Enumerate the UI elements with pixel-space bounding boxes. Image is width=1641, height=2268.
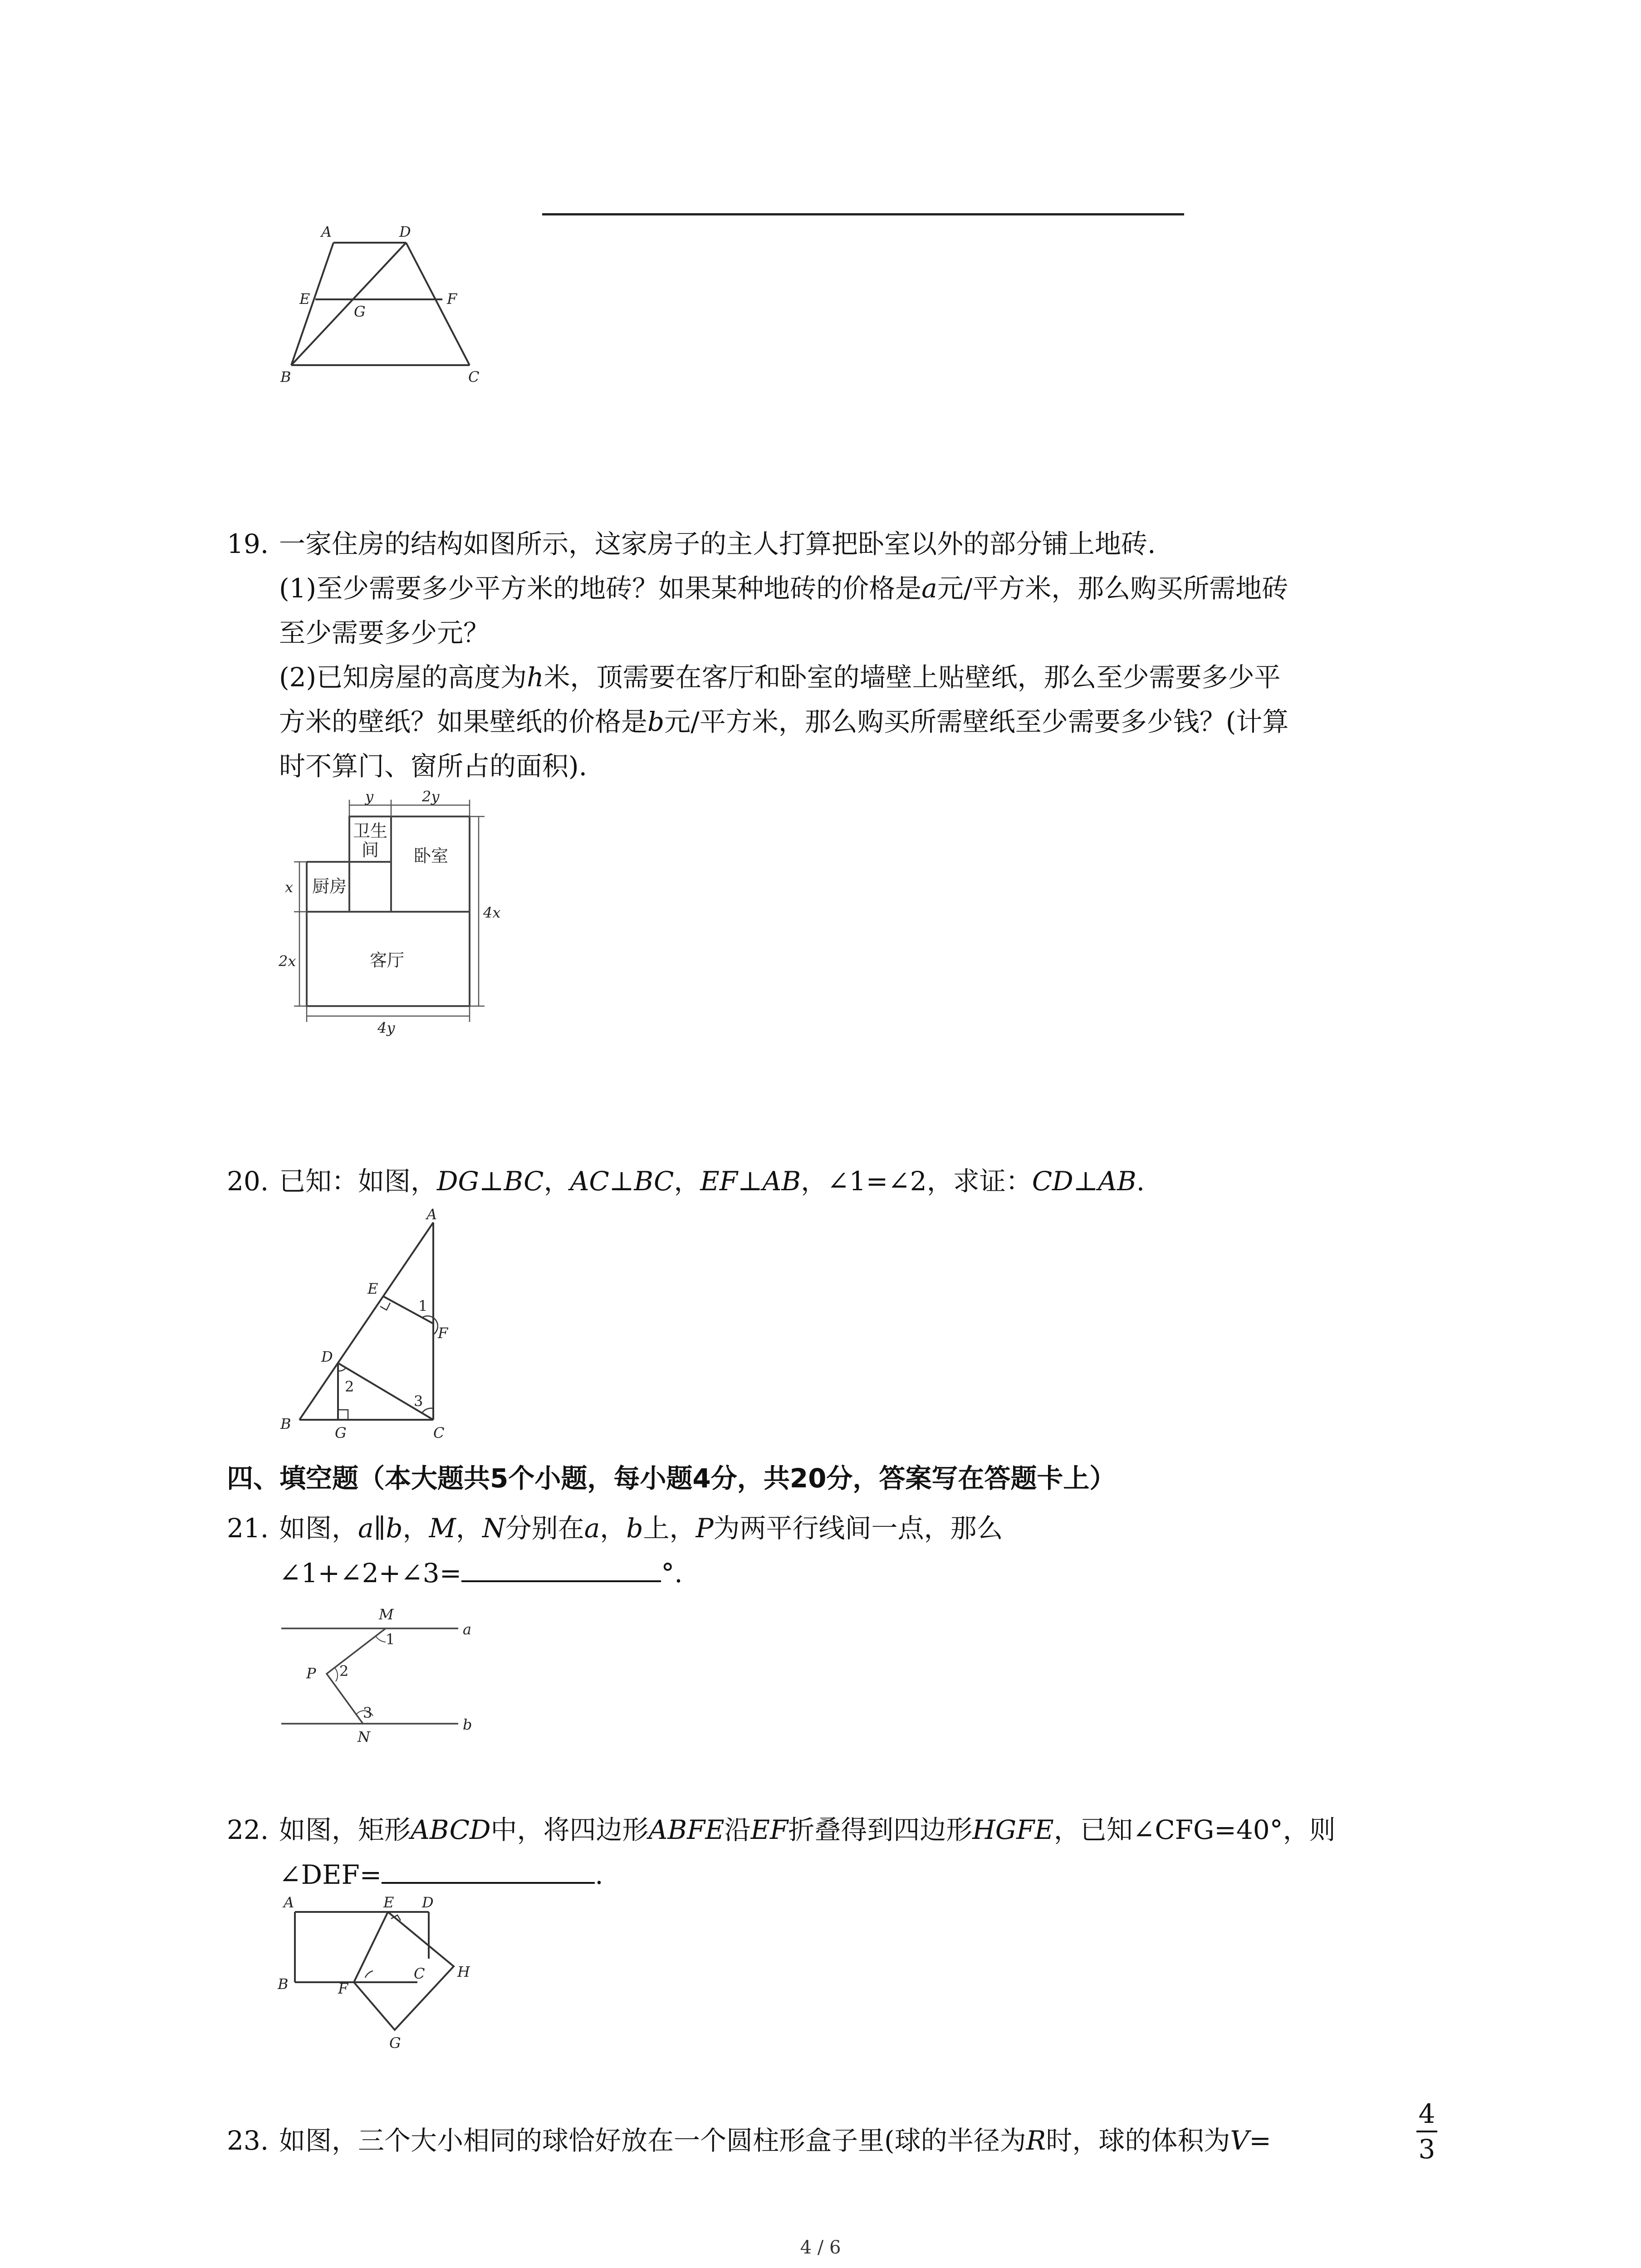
- q22-cfg: ∠CFG=40°: [1132, 1814, 1283, 1845]
- q19-p1-var: a: [921, 573, 937, 604]
- q20-label-2: 2: [345, 1378, 354, 1395]
- q20-end: .: [1136, 1166, 1145, 1197]
- q21-parallel-lines-figure: [272, 1599, 508, 1744]
- q19-room-bath-2: 间: [362, 840, 379, 860]
- q22-label-e: E: [383, 1894, 394, 1911]
- q20-t3: BC: [504, 1166, 544, 1197]
- q23-r: R: [1026, 2125, 1046, 2156]
- q22-f: ，则: [1283, 1814, 1336, 1845]
- q20-t2: ⊥: [479, 1166, 504, 1197]
- q21-line1: [279, 1506, 1003, 1550]
- q21-ab: a∥b: [358, 1513, 403, 1544]
- q23-line1: [279, 2118, 1271, 2163]
- q19-p2-b: 米，顶需要在客厅和卧室的墙壁上贴壁纸，那么至少需要多少平: [544, 662, 1281, 693]
- q20-t13: AB: [1098, 1166, 1136, 1197]
- q20-triangle-figure: [272, 1202, 463, 1456]
- q20-text-b: ，求证：: [926, 1166, 1032, 1197]
- q20-t12: ⊥: [1073, 1166, 1098, 1197]
- q19-dim-x: x: [285, 879, 294, 896]
- q19-dim-y: y: [365, 788, 374, 805]
- q19-room-living: 客厅: [370, 950, 405, 970]
- q22-e: ，已知: [1053, 1814, 1133, 1845]
- q19-part1-line1: [279, 566, 1288, 611]
- q20-label-c: C: [433, 1424, 445, 1442]
- q22-abcd: ABCD: [411, 1814, 491, 1845]
- q20-text-a: 已知：如图，: [279, 1166, 437, 1197]
- q21-line2-b: °.: [661, 1558, 683, 1589]
- q19-p2-d: 元/平方米，那么购买所需壁纸至少需要多少钱？(计算: [664, 706, 1289, 737]
- q22-b: 中，将四边形: [490, 1814, 649, 1845]
- q22-label-c: C: [414, 1965, 425, 1982]
- q19-dim-4x: 4x: [483, 904, 501, 921]
- q20-number: 20.: [227, 1166, 269, 1197]
- q20-t1: DG: [437, 1166, 479, 1197]
- q21-label-3: 3: [363, 1704, 372, 1721]
- q19-p1-b: 元/平方米，那么购买所需地砖: [937, 573, 1288, 604]
- q18-label-b: B: [280, 368, 291, 386]
- q20-label-e: E: [367, 1280, 378, 1297]
- q21-number: 21.: [227, 1513, 269, 1544]
- q21-n: N: [482, 1513, 505, 1544]
- q18-label-a: A: [321, 223, 332, 240]
- q20-label-b: B: [280, 1415, 291, 1432]
- q22-folded-rectangle-figure: [272, 1892, 508, 2059]
- q22-ef: EF: [750, 1814, 789, 1845]
- q22-line2: [279, 1852, 603, 1897]
- q19-part2-line3: 时不算门、窗所占的面积).: [279, 751, 588, 782]
- q23-fraction: [1416, 2098, 1437, 2165]
- q21-label-n: N: [358, 1728, 370, 1745]
- q18-label-g: G: [354, 303, 366, 320]
- section-4-heading: 四、填空题（本大题共5个小题，每小题4分，共20分，答案写在答题卡上）: [227, 1463, 1116, 1494]
- q21-label-b: b: [463, 1716, 472, 1733]
- q20-label-1: 1: [418, 1297, 428, 1315]
- q19-dim-2y: 2y: [422, 788, 440, 805]
- q19-p2-var: h: [527, 662, 544, 693]
- q20-t8: ⊥: [738, 1166, 763, 1197]
- q19-dim-2x: 2x: [279, 953, 296, 970]
- q21-g: 为两平行线间一点，那么: [713, 1513, 1003, 1544]
- q18-trapezoid-figure: [272, 218, 508, 399]
- q18-label-e: E: [299, 290, 310, 308]
- q23-fraction-numerator: 4: [1418, 2098, 1435, 2129]
- q20-stem: [279, 1159, 1145, 1203]
- q20-sep2: ，: [674, 1166, 700, 1197]
- q23-fraction-denominator: 3: [1418, 2134, 1435, 2165]
- q19-p2-var2: b: [647, 706, 665, 737]
- q20-t9: AB: [762, 1166, 801, 1197]
- q21-line2: [279, 1550, 683, 1595]
- q23-v: V=: [1230, 2125, 1271, 2156]
- q21-e: ，: [600, 1513, 627, 1544]
- q22-number: 22.: [227, 1814, 269, 1845]
- q19-room-kitchen: 厨房: [312, 876, 347, 896]
- q22-hgfe: HGFE: [972, 1814, 1054, 1845]
- q22-c: 沿: [724, 1814, 751, 1845]
- q22-line2-b: .: [595, 1859, 603, 1890]
- q20-t6: BC: [634, 1166, 674, 1197]
- q23-number: 23.: [227, 2125, 269, 2156]
- q19-room-bath-1: 卫生: [353, 821, 388, 841]
- q23-a: 如图，三个大小相同的球恰好放在一个圆柱形盒子里(球的半径为: [279, 2125, 1026, 2156]
- q22-abfe: ABFE: [648, 1814, 725, 1845]
- q20-label-d: D: [321, 1348, 333, 1365]
- q22-label-d: D: [422, 1894, 434, 1911]
- q18-label-f: F: [447, 290, 457, 308]
- q21-f: 上，: [643, 1513, 696, 1544]
- q19-p1-a: (1)至少需要多少平方米的地砖？如果某种地砖的价格是: [279, 573, 922, 604]
- q21-a: 如图，: [279, 1513, 358, 1544]
- q19-number: 19.: [227, 528, 269, 559]
- q21-vb: b: [626, 1513, 643, 1544]
- q21-label-p: P: [306, 1665, 316, 1682]
- q19-room-bedroom: 卧室: [414, 846, 449, 866]
- q19-p2-c: 方米的壁纸？如果壁纸的价格是: [279, 706, 648, 737]
- q21-answer-blank[interactable]: [461, 1550, 661, 1582]
- q21-label-m: M: [379, 1606, 394, 1623]
- q20-label-f: F: [438, 1325, 448, 1342]
- q21-c: ，: [456, 1513, 482, 1544]
- q20-sep1: ，: [544, 1166, 570, 1197]
- q21-va: a: [584, 1513, 600, 1544]
- q19-dim-4y: 4y: [377, 1019, 395, 1036]
- q20-label-3: 3: [414, 1393, 423, 1410]
- answer-blank-line: [542, 213, 1184, 215]
- q20-t7: EF: [700, 1166, 738, 1197]
- q21-b: ，: [402, 1513, 429, 1544]
- q20-sep3: ，: [801, 1166, 828, 1197]
- q20-label-g: G: [335, 1424, 347, 1442]
- q20-t10: ∠1=∠2: [827, 1166, 927, 1197]
- q21-label-1: 1: [386, 1631, 395, 1648]
- q19-part2-line2: [279, 699, 1288, 744]
- q19-stem: 一家住房的结构如图所示，这家房子的主人打算把卧室以外的部分铺上地砖.: [279, 528, 1156, 559]
- q20-label-a: A: [426, 1206, 437, 1223]
- q22-label-h: H: [457, 1963, 470, 1980]
- q21-m: M: [429, 1513, 456, 1544]
- q18-label-c: C: [468, 368, 480, 386]
- q21-p: P: [696, 1513, 714, 1544]
- q21-d: 分别在: [505, 1513, 584, 1544]
- q21-label-a: a: [463, 1621, 472, 1638]
- q19-part1-line2: 至少需要多少元？: [279, 617, 490, 648]
- page-number: 4 / 6: [800, 2237, 841, 2258]
- q22-label-f: F: [338, 1980, 348, 1997]
- q19-floor-plan-figure: [272, 788, 508, 1036]
- q22-label-b: B: [278, 1975, 289, 1993]
- q22-line2-a: ∠DEF=: [279, 1859, 382, 1890]
- q21-label-2: 2: [339, 1662, 349, 1680]
- q23-fraction-bar: [1416, 2131, 1437, 2132]
- q19-part2-line1: [279, 655, 1281, 699]
- q20-t11: CD: [1032, 1166, 1073, 1197]
- q22-d: 折叠得到四边形: [788, 1814, 973, 1845]
- q22-line1: [279, 1808, 1336, 1852]
- q20-t5: ⊥: [609, 1166, 634, 1197]
- q20-t4: AC: [570, 1166, 609, 1197]
- q22-a: 如图，矩形: [279, 1814, 411, 1845]
- q22-label-g: G: [389, 2034, 401, 2052]
- q21-line2-a: ∠1+∠2+∠3=: [279, 1558, 462, 1589]
- q23-b: 时，球的体积为: [1046, 2125, 1230, 2156]
- q22-answer-blank[interactable]: [382, 1852, 595, 1884]
- q22-label-a: A: [284, 1894, 294, 1911]
- q18-label-d: D: [399, 223, 411, 240]
- q19-p2-a: (2)已知房屋的高度为: [279, 662, 527, 693]
